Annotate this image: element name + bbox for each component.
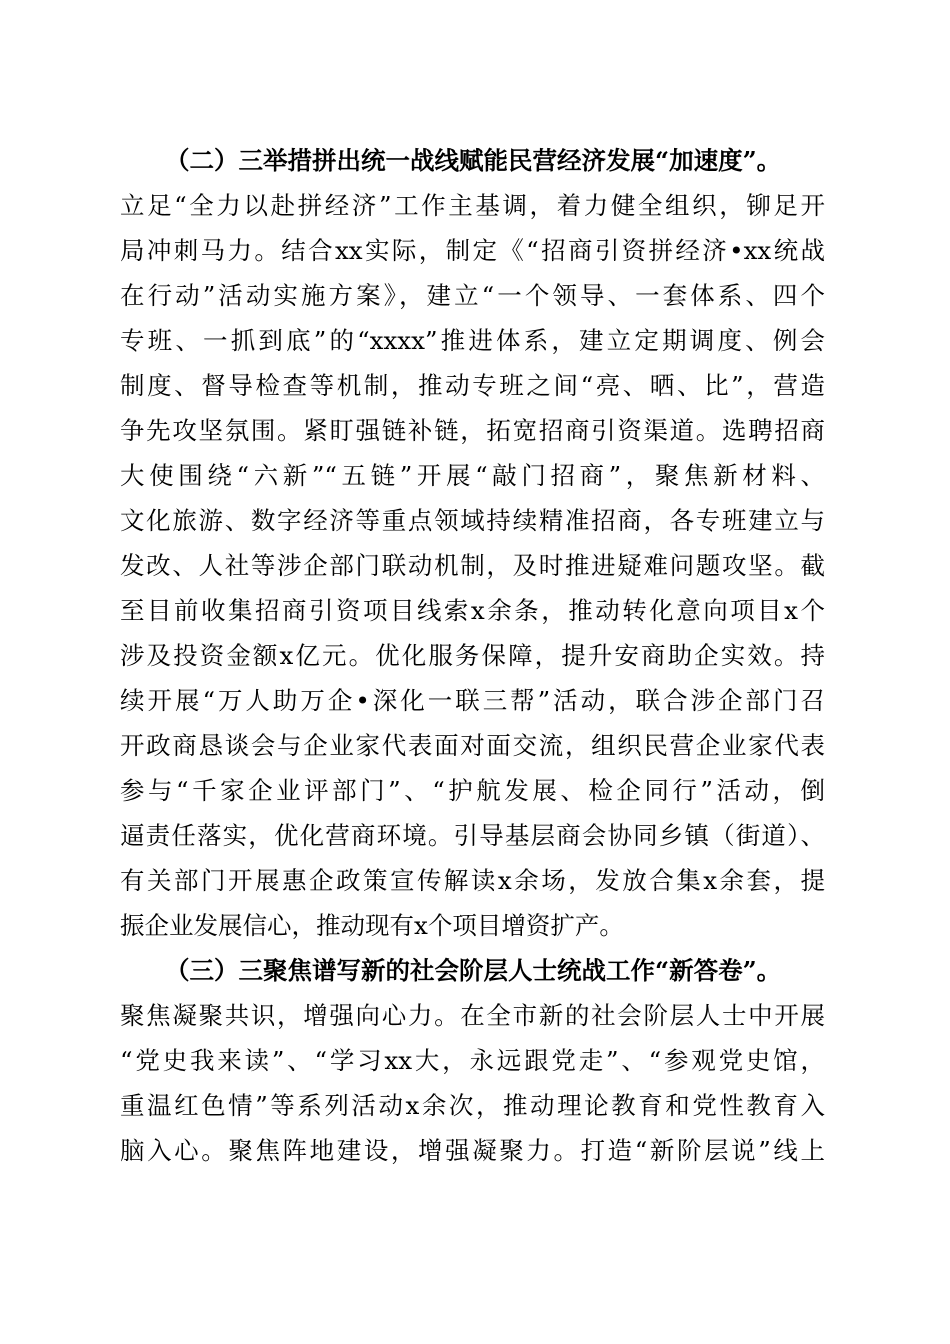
section-2-line-6: 争先攻坚氛围。紧盯强链补链，拓宽招商引资渠道。选聘招商 — [120, 416, 825, 445]
section-2-line-17: 振企业发展信心，推动现有x个项目增资扩产。 — [120, 911, 624, 940]
section-2-line-15: 逼责任落实，优化营商环境。引导基层商会协同乡镇（街道）、 — [120, 821, 825, 850]
section-2-line-1: 立足“全力以赴拼经济”工作主基调，着力健全组织，铆足开 — [120, 191, 825, 220]
section-2-line-7: 大使围绕“六新”“五链”开展“敲门招商”，聚焦新材料、 — [120, 461, 825, 490]
section-2-line-11: 涉及投资金额x亿元。优化服务保障，提升安商助企实效。持 — [120, 641, 825, 670]
section-2-line-2: 局冲刺马力。结合xx实际，制定《“招商引资拼经济•xx统战 — [120, 236, 825, 265]
document-body — [120, 138, 825, 1173]
section-2-heading: （二）三举措拼出统一战线赋能民营经济发展“加速度”。 — [165, 146, 782, 175]
section-3-line-1: 聚焦凝聚共识，增强向心力。在全市新的社会阶层人士中开展 — [120, 1001, 825, 1030]
section-2-line-8: 文化旅游、数字经济等重点领域持续精准招商，各专班建立与 — [120, 506, 825, 535]
section-3-line-3: 重温红色情”等系列活动x余次，推动理论教育和党性教育入 — [120, 1091, 825, 1120]
section-2-line-13: 开政商恳谈会与企业家代表面对面交流，组织民营企业家代表 — [120, 731, 825, 760]
section-3-heading: （三）三聚焦谱写新的社会阶层人士统战工作“新答卷”。 — [165, 956, 782, 985]
section-3-line-4: 脑入心。聚焦阵地建设，增强凝聚力。打造“新阶层说”线上 — [120, 1136, 825, 1165]
section-2-line-3: 在行动”活动实施方案》，建立“一个领导、一套体系、四个 — [120, 281, 825, 310]
section-2-line-16: 有关部门开展惠企政策宣传解读x余场，发放合集x余套，提 — [120, 866, 825, 895]
section-2-line-10: 至目前收集招商引资项目线索x余条，推动转化意向项目x个 — [120, 596, 825, 625]
section-2-line-5: 制度、督导检查等机制，推动专班之间“亮、晒、比”，营造 — [120, 371, 825, 400]
section-2-line-12: 续开展“万人助万企•深化一联三帮”活动，联合涉企部门召 — [120, 686, 825, 715]
section-2-line-14: 参与“千家企业评部门”、“护航发展、检企同行”活动，倒 — [120, 776, 825, 805]
section-2-line-9: 发改、人社等涉企部门联动机制，及时推进疑难问题攻坚。截 — [120, 551, 825, 580]
section-3-line-2: “党史我来读”、“学习xx大，永远跟党走”、“参观党史馆， — [120, 1046, 825, 1075]
section-2-line-4: 专班、一抓到底”的“xxxx”推进体系，建立定期调度、例会 — [120, 326, 825, 355]
